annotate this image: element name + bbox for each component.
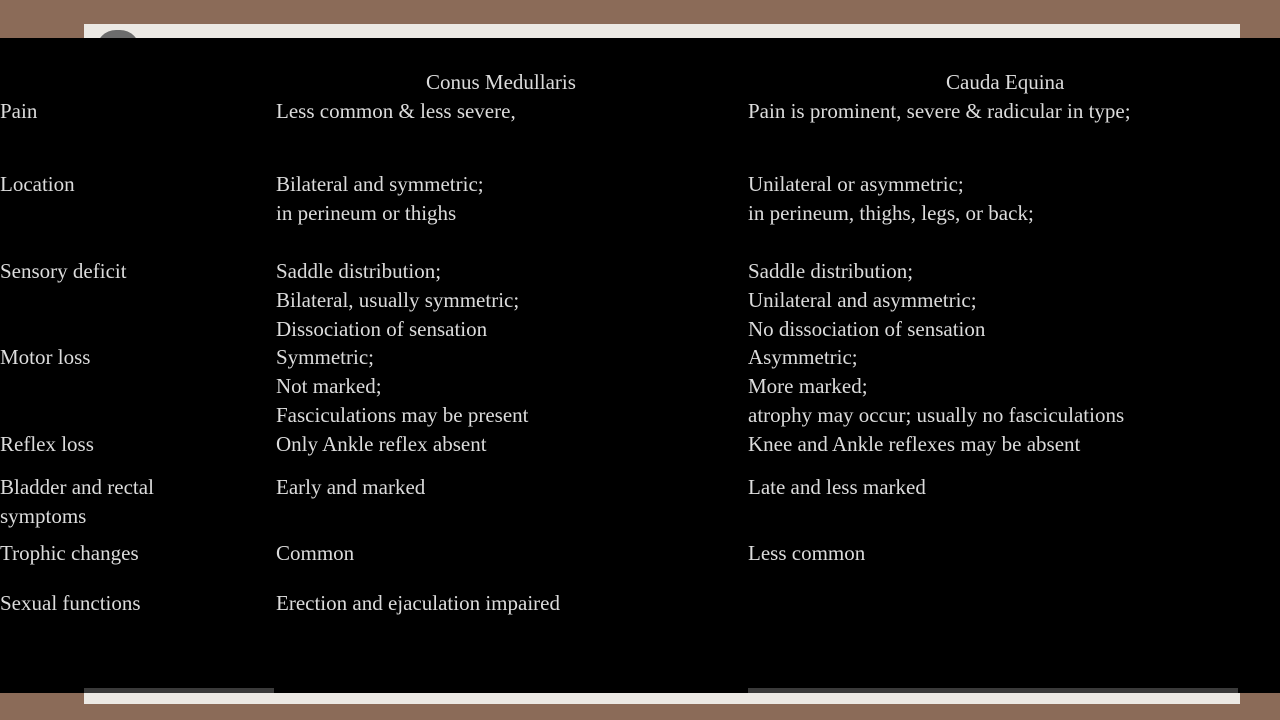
conus-cell-line: Symmetric;	[276, 345, 374, 369]
header-cauda-equina: Cauda Equina	[946, 70, 1065, 94]
conus-cell-line: Early and marked	[276, 475, 426, 499]
cauda-cell-line: atrophy may occur; usually no fasciculations	[748, 403, 1125, 427]
cauda-cell-line: Knee and Ankle reflexes may be absent	[748, 432, 1081, 456]
cauda-cell-line: Unilateral and asymmetric;	[748, 288, 977, 312]
cauda-cell-line: Pain is prominent, severe & radicular in type;	[748, 99, 1131, 123]
row-label-line: Motor loss	[0, 345, 91, 369]
cauda-cell-line: Late and less marked	[748, 475, 926, 499]
conus-cell-line: Bilateral and symmetric;	[276, 172, 484, 196]
row-label-line: Location	[0, 172, 75, 196]
conus-cell-line: Dissociation of sensation	[276, 317, 488, 341]
cauda-cell-line: More marked;	[748, 374, 868, 398]
row-label-line: Pain	[0, 99, 38, 123]
cauda-cell-line: No dissociation of sensation	[748, 317, 986, 341]
cauda-cell-line: Saddle distribution;	[748, 259, 914, 283]
conus-cell-line: Bilateral, usually symmetric;	[276, 288, 520, 312]
row-label-line: Sexual functions	[0, 591, 141, 615]
conus-cell-line: Only Ankle reflex absent	[276, 432, 487, 456]
conus-cell-line: Less common & less severe,	[276, 99, 516, 123]
comparison-slide	[0, 38, 1280, 693]
bottom-edge-right	[748, 688, 1238, 693]
row-label-line: Reflex loss	[0, 432, 94, 456]
header-conus-medullaris: Conus Medullaris	[426, 70, 576, 94]
cauda-cell-line: Asymmetric;	[748, 345, 858, 369]
conus-cell-line: Not marked;	[276, 374, 382, 398]
bottom-edge-left	[84, 688, 274, 693]
cauda-cell-line: Less common	[748, 541, 866, 565]
conus-cell-line: Erection and ejaculation impaired	[276, 591, 560, 615]
conus-cell-line: Saddle distribution;	[276, 259, 442, 283]
row-label-line: Sensory deficit	[0, 259, 127, 283]
conus-cell-line: in perineum or thighs	[276, 201, 457, 225]
cauda-cell-line: Unilateral or asymmetric;	[748, 172, 964, 196]
row-label-line: symptoms	[0, 504, 87, 528]
conus-cell-line: Common	[276, 541, 355, 565]
row-label-line: Trophic changes	[0, 541, 139, 565]
row-label-line: Bladder and rectal	[0, 475, 154, 499]
cauda-cell-line: in perineum, thighs, legs, or back;	[748, 201, 1034, 225]
conus-cell-line: Fasciculations may be present	[276, 403, 529, 427]
